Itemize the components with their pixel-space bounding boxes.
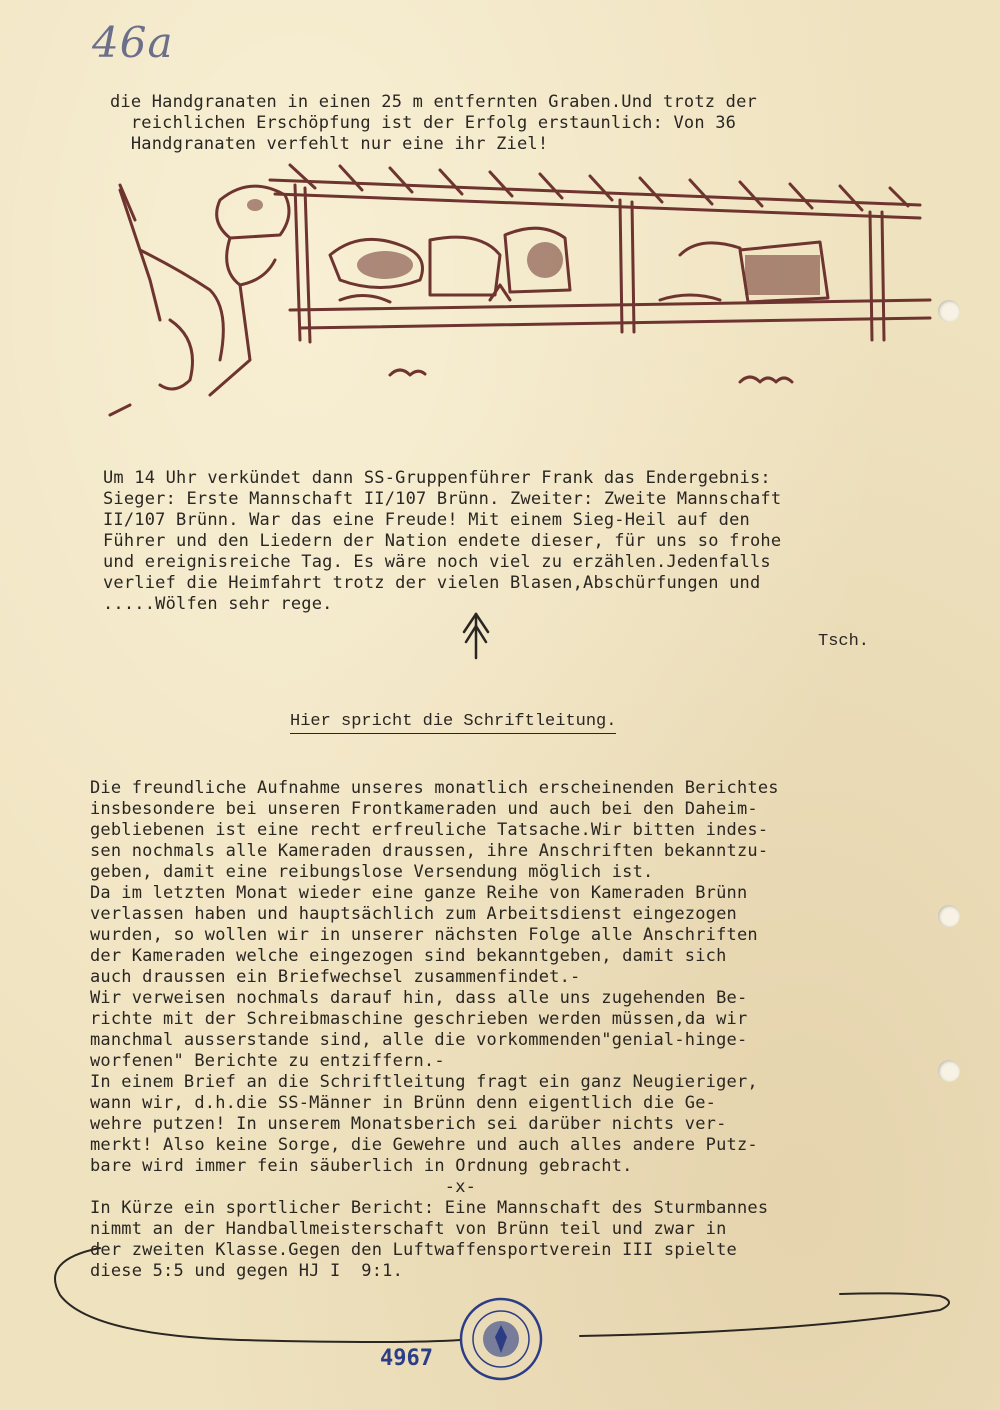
punch-hole-upper: [938, 300, 960, 322]
archive-stamp: [458, 1296, 544, 1382]
editorial-body: Die freundliche Aufnahme unseres monatlich erscheinenden Berichtes insbesondere bei unseren Frontkameraden und auch bei den Daheim- gebliebenen ist eine recht erfreuliche Tatsache.Wir bitten indes- sen nochmals alle Kameraden draussen, ihre Anschriften bekanntzu- geben, damit eine reibungslose Versendung möglich ist. Da im letzten Monat wieder eine ganze Reihe von Kameraden Brünn verlassen haben und hauptsächlich zum Arbeitsdienst eingezogen wurden, so wollen wir in unserer nächsten Folge alle Anschriften der Kameraden welche eingezogen sind bekanntgeben, damit sich auch draussen ein Briefwechsel zusammenfindet.- Wir verweisen nochmals darauf hin, dass alle uns zugehenden Be- richte mit der Schreibmaschine geschrieben werden müssen,da wir manchmal ausserstande sind, alle die vorkommenden"genial-hinge- worfenen" Berichte zu entziffern.- In einem Brief an die Schriftleitung fragt ein ganz Neugieriger, wann wir, d.h.die SS-Männer in Brünn denn eigentlich die Ge- wehre putzen! In unserem Monatsberich sei darüber nichts ver- merkt! Also keine Sorge, die Gewehre und auch alles andere Putz- bare wird immer fein säuberlich in Ordnung gebracht. -x- In Kürze ein sportlicher Bericht: Eine Mannschaft des Sturmbannes nimmt an der Handballmeisterschaft von Brünn teil und zwar in der zweiten Klasse.Gegen den Luftwaffensportverein III spielte diese 5:5 und gegen HJ I 9:1.: [90, 778, 779, 1281]
results-paragraph: Um 14 Uhr verkündet dann SS-Gruppenführer Frank das Endergebnis: Sieger: Erste Mannschaft II/107 Brünn. Zweiter: Zweite Mannschaft II/107 Brünn. War das eine Freude! Mit einem Sieg-Heil auf den Führer und den Liedern der Nation endete dieser, für uns so frohe und ereignisreiche Tag. Es wäre noch viel zu erzählen.Jedenfalls verlief die Heimfahrt trotz der vielen Blasen,Abschürfungen und .....Wölfen sehr rege.: [103, 468, 782, 614]
section-title: Hier spricht die Schriftleitung.: [290, 712, 616, 734]
archive-page-mark: 46a: [92, 18, 174, 67]
intro-paragraph: die Handgranaten in einen 25 m entfernten Graben.Und trotz der reichlichen Erschöpfung ist der Erfolg erstaunlich: Von 36 Handgranaten verfehlt nur eine ihr Ziel!: [110, 92, 757, 154]
punch-hole-lower: [938, 1060, 960, 1082]
punch-hole-middle: [938, 905, 960, 927]
archive-number: 4967: [380, 1346, 433, 1371]
rune-arrow-mark: [458, 610, 494, 660]
trench-illustration: [100, 160, 940, 420]
author-signature: Tsch.: [818, 632, 870, 651]
